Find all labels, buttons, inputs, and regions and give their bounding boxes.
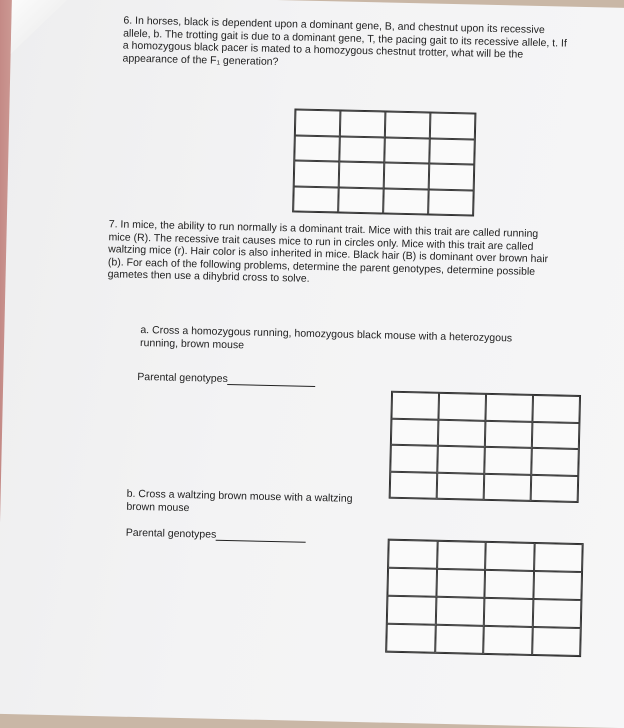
parental-genotypes-a-blank[interactable]: [228, 384, 316, 387]
parental-genotypes-b-label: Parental genotypes: [125, 526, 217, 541]
punnett-square-q7a[interactable]: [389, 391, 581, 503]
punnett-square-q6[interactable]: [292, 108, 476, 216]
parental-genotypes-a-label: Parental genotypes: [137, 370, 228, 385]
parental-genotypes-b: [126, 514, 367, 544]
parental-genotypes-a: [137, 358, 378, 388]
parental-genotypes-b-blank[interactable]: [216, 540, 306, 543]
question-7a-text: a. Cross a homozygous running, homozygous black mouse with a heterozygous running, brown mouse: [139, 324, 513, 351]
question-7-text: 7. In mice, the ability to run normally is a dominant trait. Mice with this trait are called running mice (R). The recessive trait causes mice to run in circles only. Mice with this trait are called waltzing mice (r). Hair color is also inherited in mice. Black hair (B) is dominant over brown hair (b). For each of the following problems, determine the parent genotypes, determine possible gametes then use a dihybrid cross to solve.: [107, 218, 549, 285]
folded-corner: [11, 0, 72, 55]
question-6-text: 6. In horses, black is dependent upon a dominant gene, B, and chestnut upon its recessive allele, b. The trotting gait is due to a dominant gene, T, the pacing gait to its recessive allele, t. If a homozygous black pacer is mated to a homozygous chestnut trotter, what will be the appearance of the F₁ generation?: [122, 14, 567, 68]
punnett-square-q7b[interactable]: [385, 539, 584, 657]
question-7b-text: b. Cross a waltzing brown mouse with a waltzing brown mouse: [126, 487, 353, 514]
